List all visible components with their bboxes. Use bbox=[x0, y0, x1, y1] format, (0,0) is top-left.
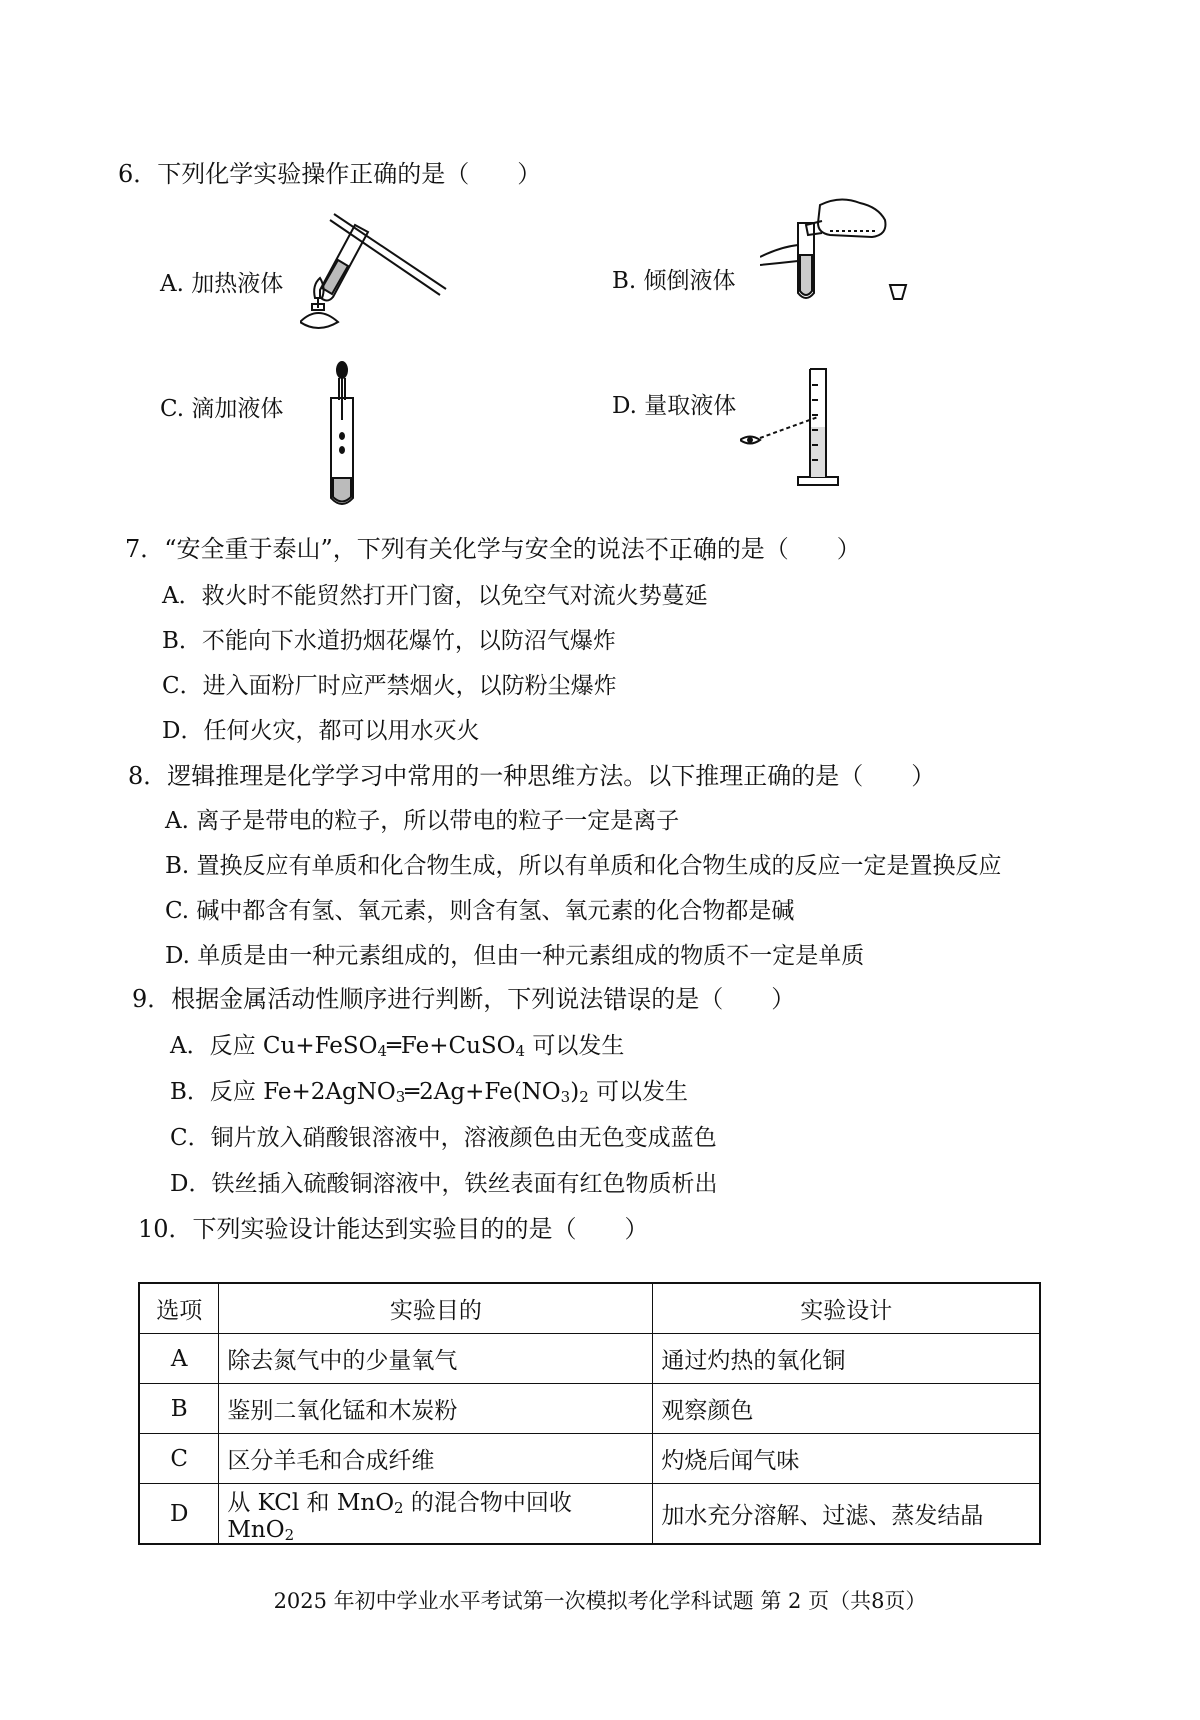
row-design: 通过灼热的氧化铜 bbox=[653, 1334, 1040, 1384]
row-design: 观察颜色 bbox=[653, 1384, 1040, 1434]
q9-option-d: D．铁丝插入硫酸铜溶液中，铁丝表面有红色物质析出 bbox=[170, 1171, 718, 1197]
q7-option-a: A．救火时不能贸然打开门窗，以免空气对流火势蔓延 bbox=[162, 583, 708, 609]
heating-liquid-illustration bbox=[300, 200, 450, 335]
q8-option-c: C. 碱中都含有氢、氧元素，则含有氢、氧元素的化合物都是碱 bbox=[165, 898, 795, 924]
table-row bbox=[139, 1434, 1040, 1484]
row-purpose: 鉴别二氧化锰和木炭粉 bbox=[219, 1384, 653, 1434]
q7-option-c: C．进入面粉厂时应严禁烟火，以防粉尘爆炸 bbox=[162, 673, 617, 699]
header-option: 选项 bbox=[139, 1283, 219, 1334]
q9-option-b: B．反应 $Fe+2AgNO_3═2Ag+Fe(NO_3)_2$ 可以发生 bbox=[170, 1079, 689, 1106]
q7-option-d: D．任何火灾，都可以用水灭火 bbox=[162, 718, 480, 744]
table-row bbox=[139, 1484, 1040, 1545]
q9-option-a: A．反应 Cu+FeSO$_4$═Fe+CuSO$_4$ 可以发生 bbox=[170, 1033, 625, 1060]
q6-option-c: C. 滴加液体 bbox=[160, 396, 284, 422]
row-key: A bbox=[139, 1334, 219, 1384]
header-purpose: 实验目的 bbox=[219, 1283, 653, 1334]
q6-option-b: B. 倾倒液体 bbox=[612, 268, 736, 294]
row-key: D bbox=[139, 1484, 219, 1545]
pouring-liquid-illustration bbox=[760, 195, 910, 315]
q8-option-b: B. 置换反应有单质和化合物生成，所以有单质和化合物生成的反应一定是置换反应 bbox=[165, 853, 1002, 879]
header-design: 实验设计 bbox=[653, 1283, 1040, 1334]
q9-stem: 9．根据金属活动性顺序进行判断，下列说法错误的是（ ） bbox=[132, 985, 796, 1013]
row-design: 加水充分溶解、过滤、蒸发结晶 bbox=[653, 1484, 1040, 1545]
q6-option-a: A. 加热液体 bbox=[160, 271, 284, 297]
measuring-liquid-illustration bbox=[740, 365, 850, 490]
q9-option-c: C．铜片放入硝酸银溶液中，溶液颜色由无色变成蓝色 bbox=[170, 1125, 717, 1151]
table-header-row bbox=[139, 1283, 1040, 1334]
q7-option-b: B．不能向下水道扔烟花爆竹，以防沼气爆炸 bbox=[162, 628, 616, 654]
row-purpose: 从 KCl 和 MnO$_2$ 的混合物中回收 MnO$_2$ bbox=[219, 1484, 653, 1545]
experiment-table bbox=[138, 1282, 1041, 1545]
q10-stem: 10．下列实验设计能达到实验目的的是（ ） bbox=[138, 1215, 649, 1243]
q8-option-a: A. 离子是带电的粒子，所以带电的粒子一定是离子 bbox=[165, 808, 680, 834]
page-footer: 2025 年初中学业水平考试第一次模拟考化学科试题 第 2 页（共8页） bbox=[273, 1589, 927, 1613]
q8-option-d: D. 单质是由一种元素组成的，但由一种元素组成的物质不一定是单质 bbox=[165, 943, 865, 969]
dropping-liquid-illustration bbox=[322, 360, 362, 510]
q6-option-d: D. 量取液体 bbox=[612, 393, 737, 419]
q8-stem: 8．逻辑推理是化学学习中常用的一种思维方法。以下推理正确的是（ ） bbox=[128, 762, 936, 790]
row-design: 灼烧后闻气味 bbox=[653, 1434, 1040, 1484]
q7-stem: 7．“安全重于泰山”，下列有关化学与安全的说法不正确的是（ ） bbox=[125, 535, 861, 563]
row-key: C bbox=[139, 1434, 219, 1484]
row-purpose: 除去氮气中的少量氧气 bbox=[219, 1334, 653, 1384]
q6-stem: 6．下列化学实验操作正确的是（ ） bbox=[118, 160, 542, 188]
row-key: B bbox=[139, 1384, 219, 1434]
table-row bbox=[139, 1334, 1040, 1384]
table-row bbox=[139, 1384, 1040, 1434]
row-purpose: 区分羊毛和合成纤维 bbox=[219, 1434, 653, 1484]
